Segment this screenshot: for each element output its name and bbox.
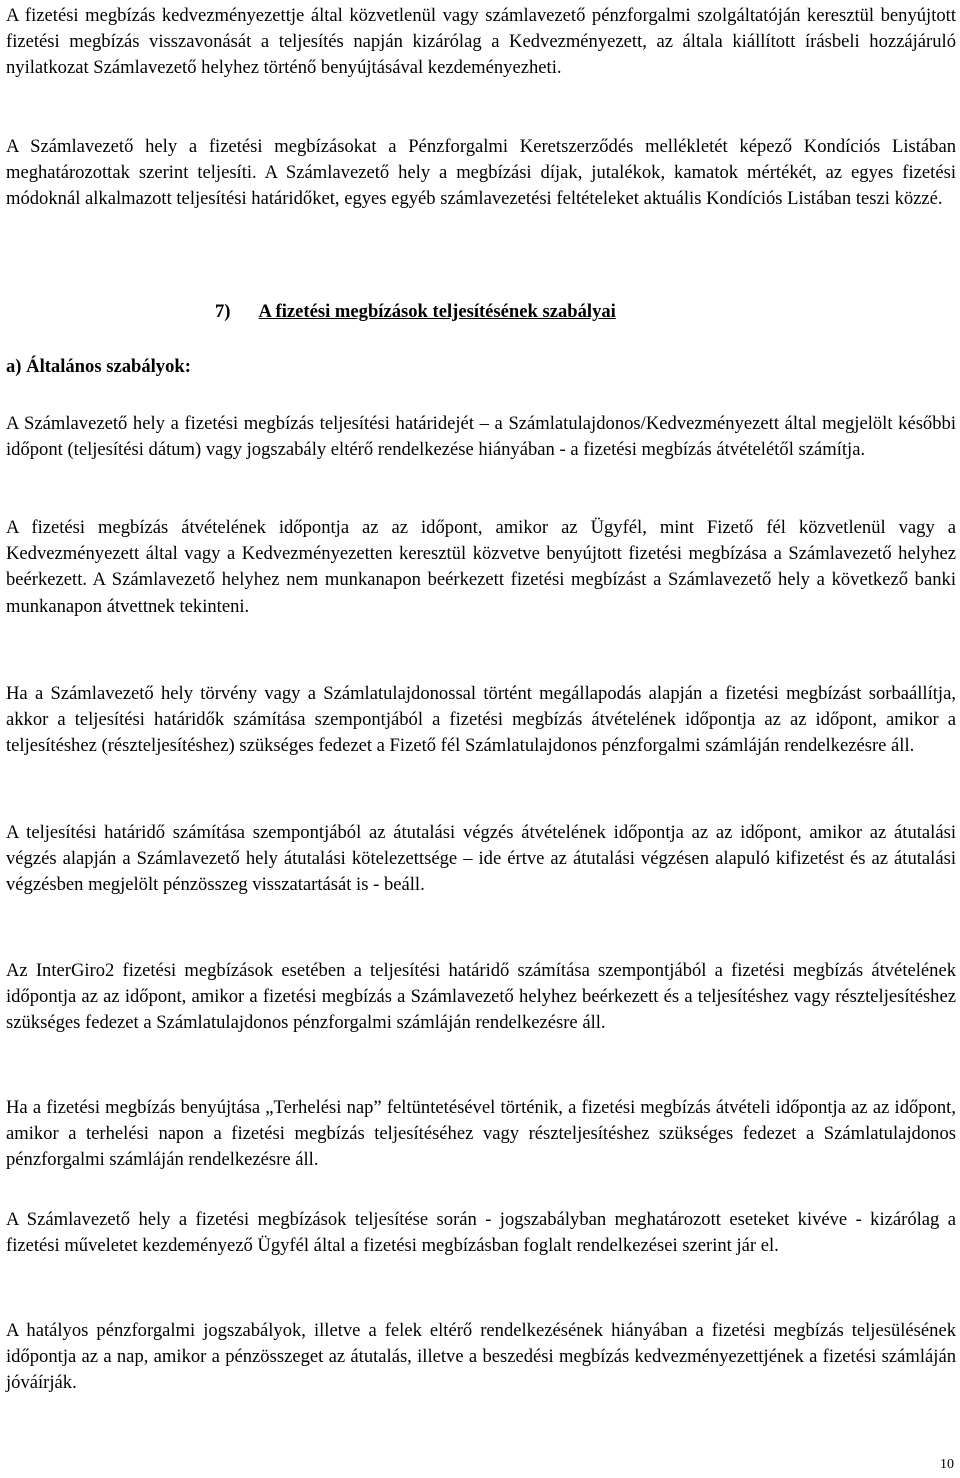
section-title-text: A fizetési megbízások teljesítésének szabályai bbox=[258, 301, 616, 322]
paragraph-revocation: A fizetési megbízás kedvezményezettje által közvetlenül vagy számlavezető pénzforgalmi szolgáltatóján keresztül benyújtott fizetési megbízás visszavonását a teljesítés napján kizárólag a Kedvezményezett, az általa kiállított írásbeli hozzájáruló nyilatkozat Számlavezető helyhez történő benyújtásával kezdeményezheti. bbox=[6, 5, 956, 79]
paragraph-deadline: A Számlavezető hely a fizetési megbízás teljesítési határidejét – a Számlatulajdonos/Kedvezményezett által megjelölt későbbi időpont (teljesítési dátum) vagy jogszabály eltérő rendelkezése hiányában - a fizetési megbízás átvételétől számítja. bbox=[6, 413, 956, 461]
paragraph-debit-day: Ha a fizetési megbízás benyújtása „Terhelési nap” feltüntetésével történik, a fizetési megbízás átvételi időpontja az az időpont, amikor a terhelési napon a fizetési megbízás teljesítéséhez vagy részteljesítéshez szükséges fedezet a Számlatulajdonos pénzforgalmi számláján rendelkezésre áll. bbox=[6, 1097, 956, 1171]
paragraph-transfer-order: A teljesítési határidő számítása szempontjából az átutalási végzés átvételének időpontja az az időpont, amikor az átutalási végzés alapján a Számlavezető hely átutalási kötelezettsége – ide értve az átutalási végzésen alapuló kifizetést és az átutalási végzésben megjelölt pénzösszeg visszatartását is - beáll. bbox=[6, 822, 956, 896]
paragraph-intergiro2: Az InterGiro2 fizetési megbízások esetében a teljesítési határidő számítása szempontjából a fizetési megbízás átvételének időpontja az az időpont, amikor a fizetési megbízás a Számlavezető helyhez beérkezett és a teljesítéshez vagy részteljesítéshez szükséges fedezet a Számlatulajdonos pénzforgalmi számláján rendelkezésre áll. bbox=[6, 960, 956, 1034]
paragraph-condition-list: A Számlavezető hely a fizetési megbízásokat a Pénzforgalmi Keretszerződés mellékletét képező Kondíciós Listában meghatározottak szerint teljesíti. A Számlavezető hely a megbízási díjak, jutalékok, kamatok mértékét, az egyes fizetési módoknál alkalmazott teljesítési határidőket, egyes egyéb számlavezetési feltételeket aktuális Kondíciós Listában teszi közzé. bbox=[6, 136, 956, 210]
paragraph-completion-time: A hatályos pénzforgalmi jogszabályok, illetve a felek eltérő rendelkezésének hiányában a fizetési megbízás teljesülésének időpontja az a nap, amikor a pénzösszeget az átutalás, illetve a beszedési megbízás kedvezményezettjének a fizetési számláján jóváírják. bbox=[6, 1320, 956, 1394]
section-number: 7) bbox=[215, 301, 231, 322]
section-title bbox=[215, 301, 616, 323]
paragraph-execution: A Számlavezető hely a fizetési megbízások teljesítése során - jogszabályban meghatározott eseteket kivéve - kizárólag a fizetési műveletet kezdeményező Ügyfél által a fizetési megbízásban foglalt rendelkezései szerint jár el. bbox=[6, 1209, 956, 1257]
sub-heading: a) Általános szabályok: bbox=[6, 356, 191, 377]
paragraph-queueing: Ha a Számlavezető hely törvény vagy a Számlatulajdonossal történt megállapodás alapján a fizetési megbízást sorbaállítja, akkor a teljesítési határidők számítása szempontjából a fizetési megbízás átvételének időpontja az az időpont, amikor a teljesítéshez (részteljesítéshez) szükséges fedezet a Fizető fél Számlatulajdonos pénzforgalmi számláján rendelkezésre áll. bbox=[6, 683, 956, 757]
page-number: 10 bbox=[940, 1457, 954, 1472]
paragraph-receipt-time: A fizetési megbízás átvételének időpontja az az időpont, amikor az Ügyfél, mint Fizető fél közvetlenül vagy a Kedvezményezett által vagy a Kedvezményezetten keresztül közvetve benyújtott fizetési megbízása a Számlavezető helyhez beérkezett. A Számlavezető helyhez nem munkanapon beérkezett fizetési megbízást a Számlavezető hely a következő banki munkanapon átvettnek tekinteni. bbox=[6, 517, 956, 617]
